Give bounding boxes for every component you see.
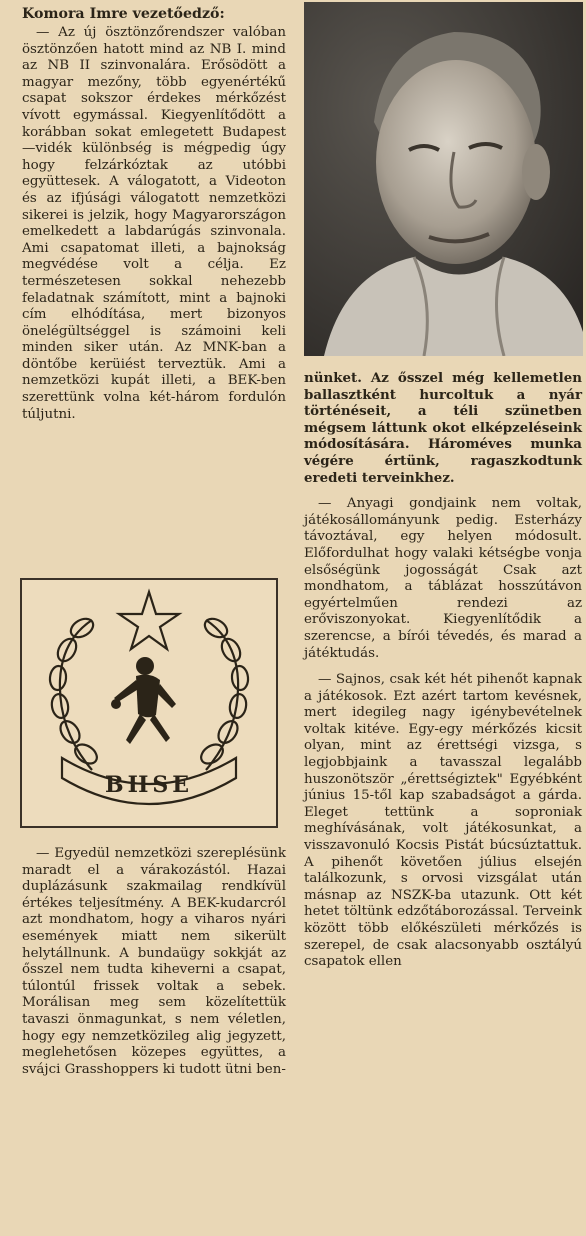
paragraph-continuation: nünket. Az ősszel még kellemetlen ballasztként hurcoltuk a nyár történéseit, a téli szünetben mégsem láttunk okot elképzeléseink módosítására. Hároméves munka végére értünk, ragaszkodtunk eredeti terveinkhez. xyxy=(304,370,582,486)
right-column xyxy=(304,370,582,971)
paragraph-rest: — Sajnos, csak két hét pihenőt kapnak a játékosok. Ezt azért tartom kevésnek, mert idegileg nagy igénybevételnek voltak kitéve. Egy-egy mérkőzés kicsit olyan, mint az érettségi vizsga, s legjobbjaink a tavasszal legalább huszonötször „érettségiztek" Egyébként június 15-től kap szabadságot a gárda. Eleget tettünk a soproniak meghívásának, volt játékosunkat, a visszavonuló Kocsis Pistát búcsúztattuk. A pihenőt követően július elsején találkozunk, s orvosi vizsgálat után másnap az NSZK-ba utazunk. Ott két hetet töltünk edzőtáborozással. Terveink között több előkészületi mérkőzés is szerepel, de csak alacsonyabb osztályú csapatok ellen xyxy=(304,672,582,970)
bhse-emblem xyxy=(22,580,276,826)
paragraph-finances: — Anyagi gondjaink nem voltak, játékosállományunk pedig. Esterházy távoztával, egy helyen módosult. Előfordulhat hogy valaki kétségbe vonja elsőségünk jogosságát Csak azt mondhatom, a táblázat hosszútávon egyértelműen rendezi az erőviszonyokat. Kiegyenlítődik a szerencse, a bírói tévedés, és marad a játéktudás. xyxy=(304,496,582,661)
paragraph-international: — Egyedül nemzetközi szereplésünk maradt el a várakozástól. Hazai duplázásunk szakmailag rendkívül értékes teljesítmény. A BEK-kudarcról azt mondhatom, hogy a viharos nyári események miatt nem sikerült helytállnunk. A bundaügy sokkját az ősszel nem tudta kiheverni a csapat, túlontúl frissek voltak a sebek. Morálisan meg sem közelítettük tavaszi önmagunkat, s nem véletlen, hogy egy nemzetközileg alig jegyzett, meglehetősen közepes együttes, a svájci Grasshoppers ki tudott ütni ben- xyxy=(22,846,286,1077)
paragraph-intro: — Az új ösztönzőrendszer valóban ösztönzően hatott mind az NB I. mind az NB II szinvonalára. Erősödött a magyar mezőny, több egyenértékű csapat sokszor érdekes mérkőzést vívott egymással. Kiegyenlítődött a korábban sokat emlegetett Budapest—vidék különbség is mégpedig úgy hogy felzárkóztak az utóbbi együttesek. A válogatott, a Videoton és az ifjúsági válogatott nemzetközi sikerei is jelzik, hogy Magyarországon emelkedett a labdarúgás szinvonala. Ami csapatomat illeti, a bajnokság megvédése volt a célja. Ez természetesen sokkal nehezebb feladatnak számított, mint a bajnoki cím elhódítása, mert bizonyos önelégültséggel is számoini keli minden siker után. Az MNK-ban a döntőbe kerüiést terveztük. Ami a nemzetközi kupát illeti, a BEK-ben szerettünk volna két-három fordulón túljutni. xyxy=(22,25,286,422)
left-column-bottom xyxy=(22,846,286,1078)
left-column-top xyxy=(22,6,286,423)
club-logo-box xyxy=(20,578,278,828)
portrait-illustration xyxy=(304,2,583,356)
bhse-letters: BHSE xyxy=(104,772,194,798)
portrait-photo xyxy=(304,2,583,356)
article-heading: Komora Imre vezetőedző: xyxy=(22,6,225,22)
